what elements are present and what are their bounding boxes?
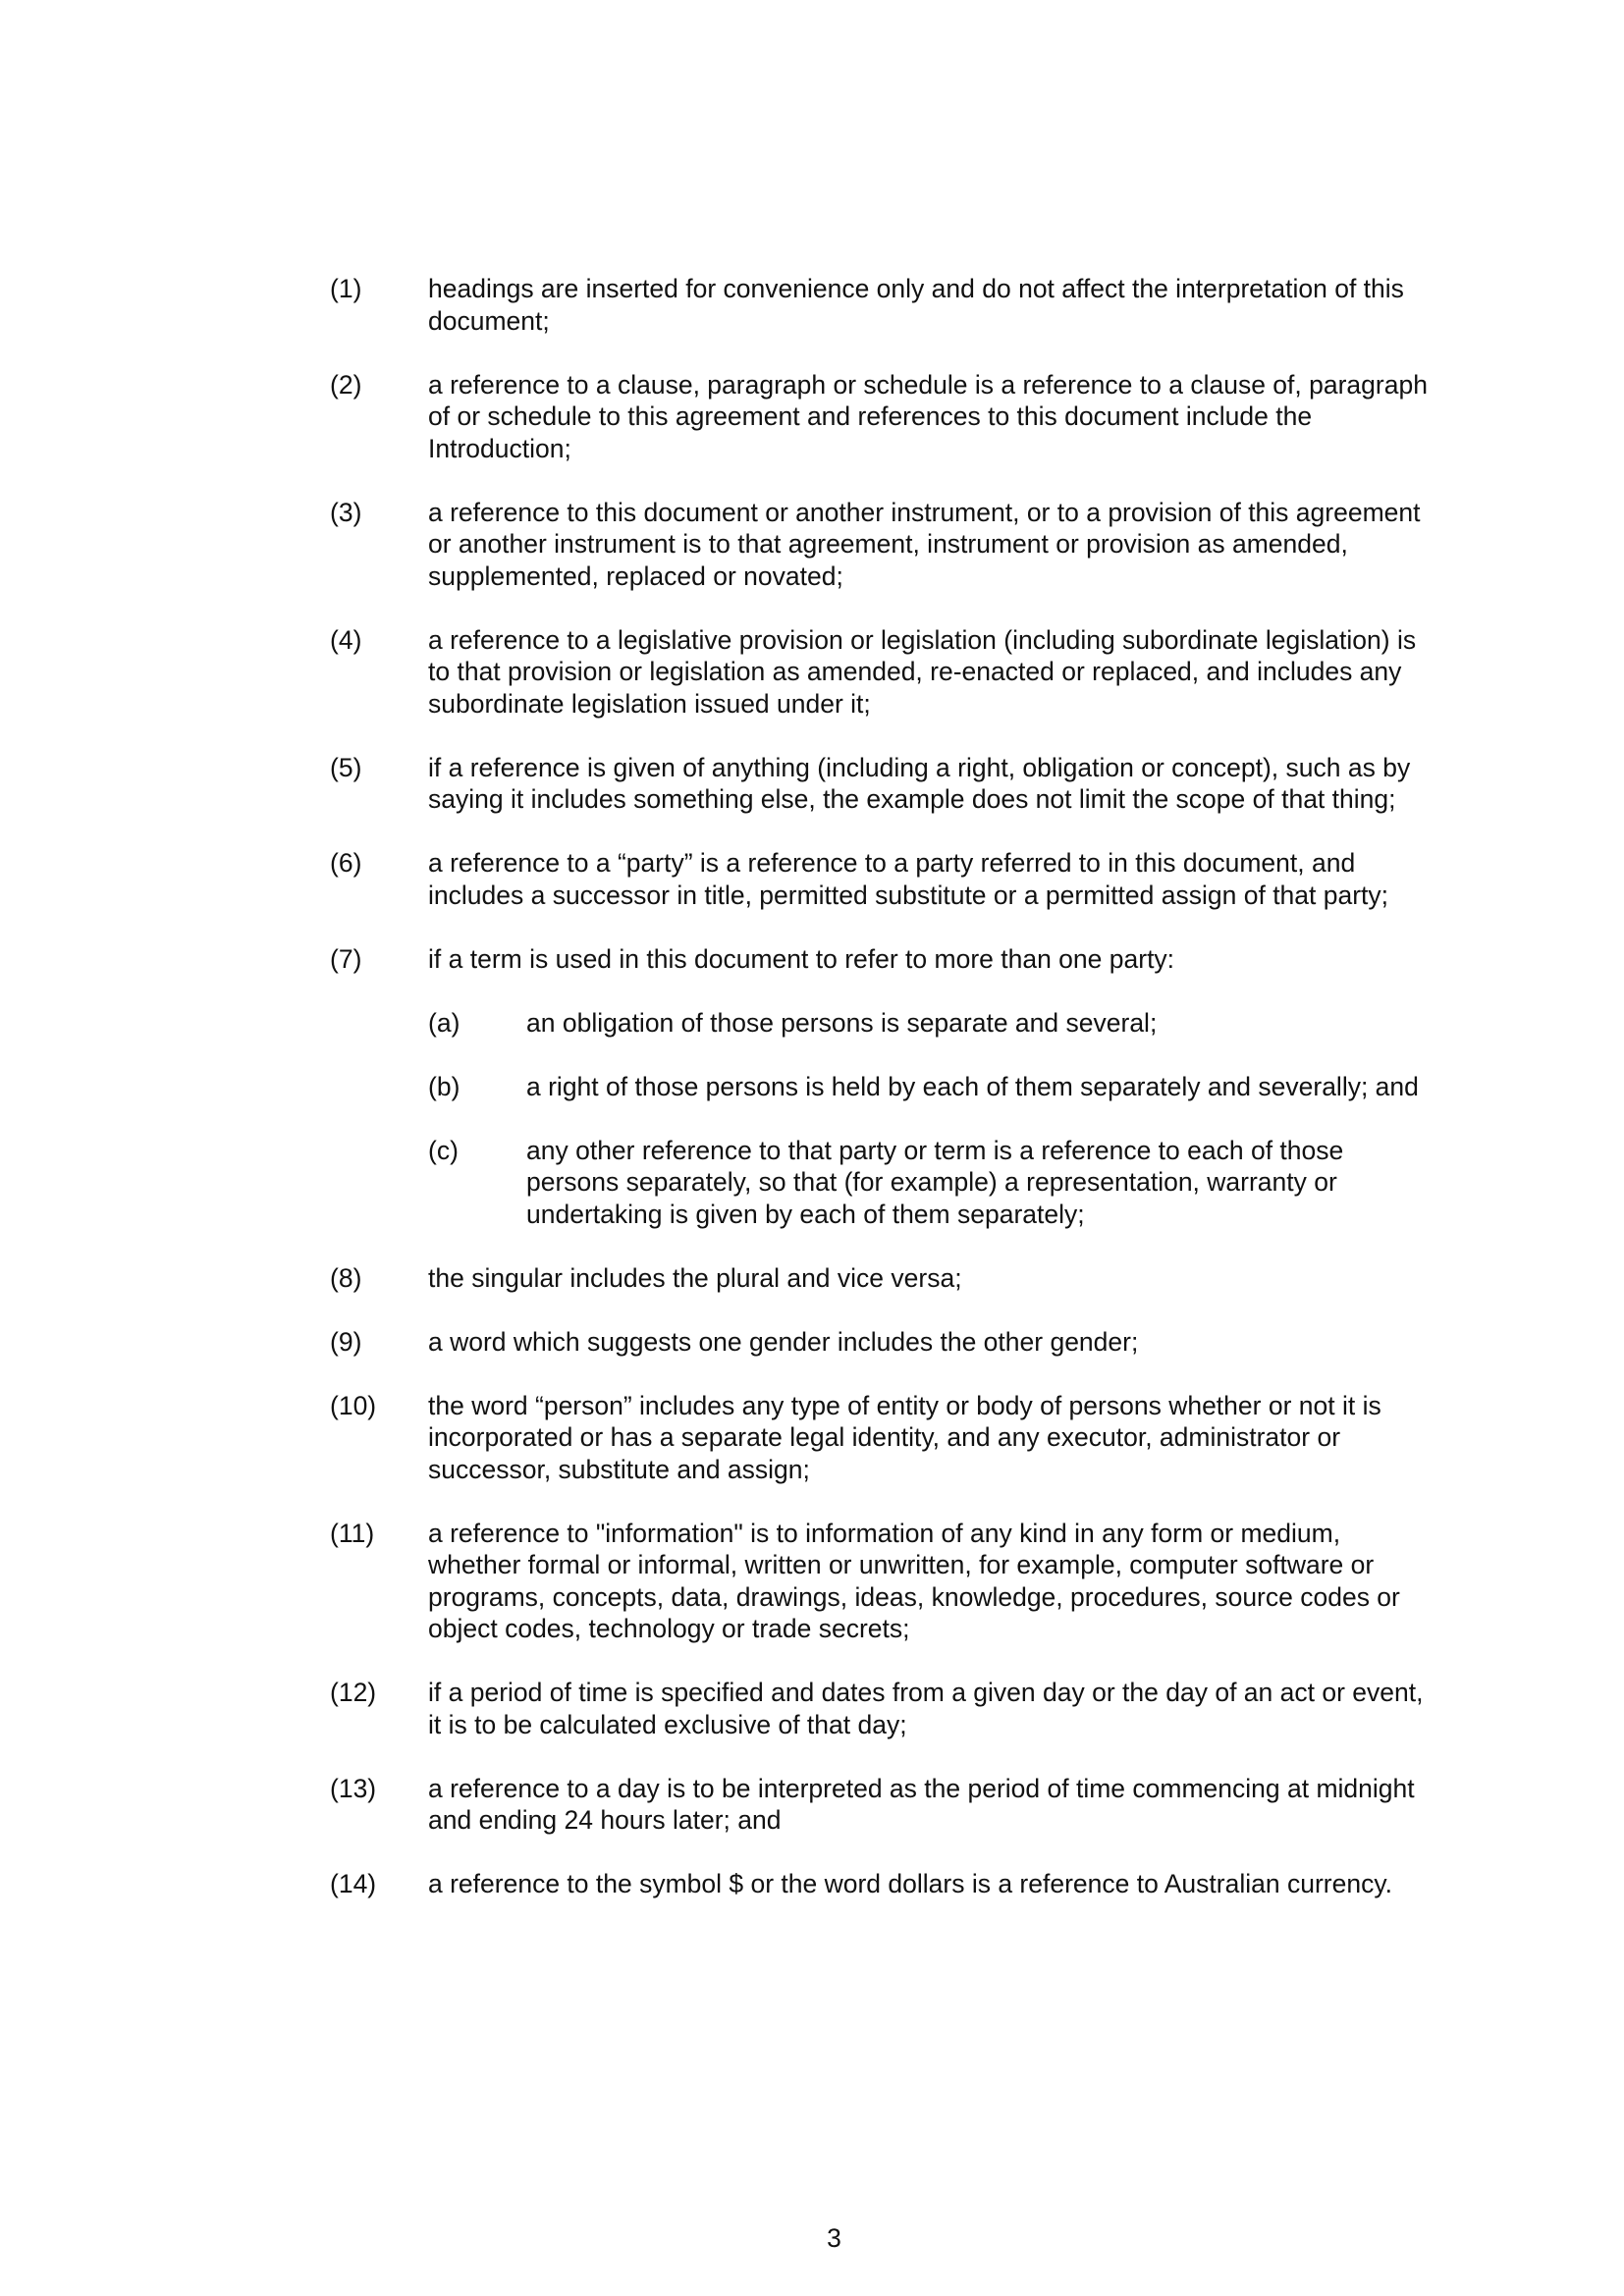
subclause-text: any other reference to that party or term is a reference to each of those persons separately, so that (for example) a representation, warranty or undertaking is given by each of them separately;	[526, 1135, 1344, 1229]
clause-text: if a term is used in this document to refer to more than one party:	[428, 943, 1175, 974]
clause-text: a reference to "information" is to information of any kind in any form or medium, whether formal or informal, written or unwritten, for example, computer software or programs, concepts, data, drawings, ideas, knowledge, procedures, source codes or object codes, technology or trade secrets;	[428, 1518, 1400, 1643]
clause-number: (8)	[330, 1262, 362, 1293]
subclause-item	[428, 1007, 1439, 1040]
clause-text: a reference to this document or another instrument, or to a provision of this agreement or another instrument is to that agreement, instrument or provision as amended, supplemented, replaced or novated;	[428, 497, 1421, 591]
page-number: 3	[827, 2223, 841, 2253]
clause-item-with-subclauses	[330, 943, 1439, 1231]
clause-item	[330, 1390, 1439, 1486]
clause-text: a reference to the symbol $ or the word dollars is a reference to Australian currency.	[428, 1869, 1392, 1898]
clause-number: (14)	[330, 1869, 377, 1898]
clause-number: (9)	[330, 1326, 362, 1357]
clause-number: (13)	[330, 1773, 377, 1803]
clause-item	[330, 1326, 1439, 1359]
clause-text: the word “person” includes any type of entity or body of persons whether or not it is incorporated or has a separate legal identity, and any executor, administrator or successor, substitute and assign;	[428, 1390, 1381, 1484]
subclause-list	[428, 1007, 1439, 1231]
clause-text: the singular includes the plural and vice versa;	[428, 1262, 962, 1293]
clause-item	[330, 1868, 1439, 1900]
clause-number: (12)	[330, 1678, 377, 1707]
subclause-text: an obligation of those persons is separate and several;	[526, 1007, 1158, 1038]
clause-number: (11)	[330, 1518, 375, 1548]
clause-item	[330, 273, 1439, 337]
subclause-letter: (c)	[428, 1135, 459, 1165]
clause-text: a reference to a “party” is a reference to a party referred to in this document, and includes a successor in title, permitted substitute or a permitted assign of that party;	[428, 848, 1389, 910]
interpretation-clause-list	[330, 273, 1439, 1932]
clause-text: a reference to a day is to be interpreted as the period of time commencing at midnight and ending 24 hours later; and	[428, 1773, 1415, 1835]
clause-item	[330, 752, 1439, 816]
clause-item	[330, 1518, 1439, 1645]
clause-text: headings are inserted for convenience only and do not affect the interpretation of this document;	[428, 274, 1404, 336]
subclause-letter: (a)	[428, 1007, 460, 1038]
clause-text: if a period of time is specified and dates from a given day or the day of an act or event, it is to be calculated exclusive of that day;	[428, 1678, 1424, 1739]
subclause-text: a right of those persons is held by each of them separately and severally; and	[526, 1071, 1419, 1101]
clause-item	[330, 847, 1439, 911]
clause-item	[330, 1773, 1439, 1837]
subclause-item	[428, 1135, 1439, 1231]
clause-number: (1)	[330, 274, 362, 303]
clause-text: a reference to a clause, paragraph or schedule is a reference to a clause of, paragraph of or schedule to this agreement and references to this document include the Introduction;	[428, 369, 1428, 463]
clause-item	[330, 1262, 1439, 1295]
clause-item	[330, 497, 1439, 593]
clause-text: if a reference is given of anything (including a right, obligation or concept), such as by saying it includes something else, the example does not limit the scope of that thing;	[428, 752, 1411, 814]
clause-item	[330, 1677, 1439, 1740]
subclause-item	[428, 1071, 1439, 1103]
clause-number: (6)	[330, 848, 362, 878]
clause-number: (10)	[330, 1390, 377, 1420]
clause-number: (7)	[330, 943, 362, 974]
clause-number: (4)	[330, 624, 362, 655]
clause-number: (3)	[330, 497, 362, 527]
clause-item	[330, 624, 1439, 721]
clause-text: a word which suggests one gender includes the other gender;	[428, 1326, 1139, 1357]
subclause-letter: (b)	[428, 1071, 460, 1101]
clause-number: (5)	[330, 752, 362, 782]
clause-number: (2)	[330, 369, 362, 400]
clause-text: a reference to a legislative provision or legislation (including subordinate legislation) is to that provision or legislation as amended, re-enacted or replaced, and includes any subordinate legislation issued under it;	[428, 624, 1417, 719]
clause-item	[330, 369, 1439, 465]
